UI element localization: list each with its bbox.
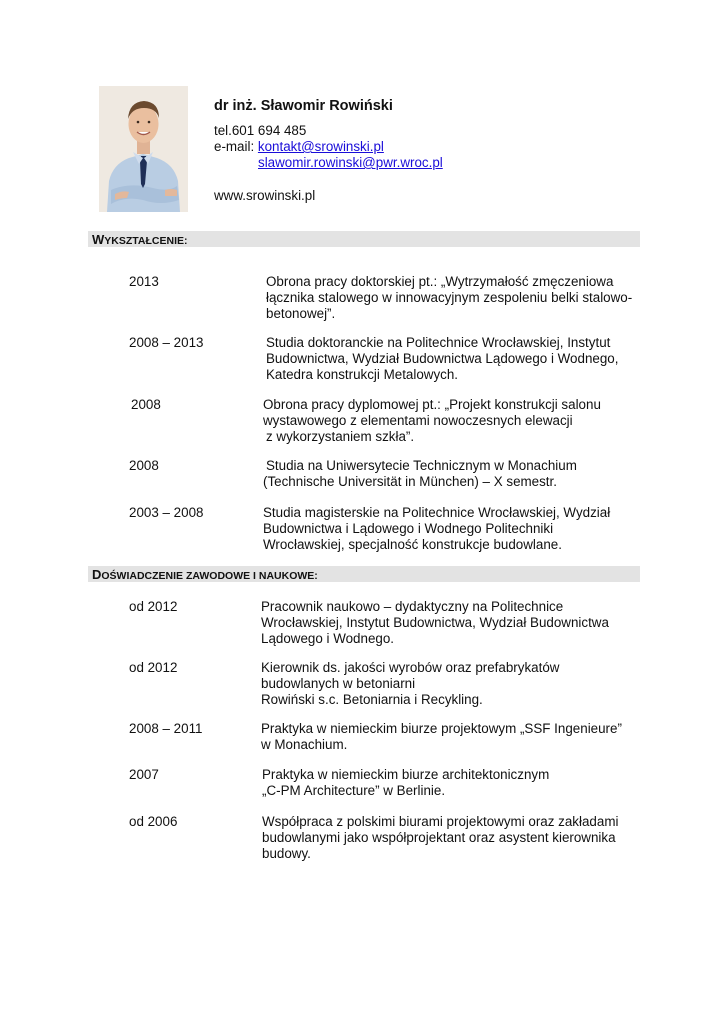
description-line: Lądowego i Wodnego.: [261, 631, 395, 646]
description-line: Budownictwa i Lądowego i Wodnego Politechniki: [263, 521, 554, 536]
experience-heading: [88, 566, 640, 582]
entry-date: od 2012: [129, 599, 178, 614]
entry-description: [263, 397, 653, 445]
entry-date: 2008: [129, 458, 159, 473]
education-heading: [88, 231, 640, 247]
contact-header: [214, 98, 443, 204]
description-line: Studia magisterskie na Politechnice Wrocławskiej, Wydział: [263, 505, 611, 520]
description-line: Pracownik naukowo – dydaktyczny na Politechnice: [261, 599, 564, 614]
description-line: Wrocławskiej, specjalność konstrukcje budowlane.: [263, 537, 562, 552]
description-line: budowlanymi jako współprojektant oraz asystent kierownika: [262, 830, 616, 845]
description-line: Praktyka w niemieckim biurze architektonicznym: [262, 767, 550, 782]
entry-date: 2007: [129, 767, 159, 782]
entry-description: [263, 505, 653, 553]
description-line: Kierownik ds. jakości wyrobów oraz prefabrykatów: [261, 660, 560, 675]
entry-description: [262, 814, 652, 862]
description-line: wystawowego z elementami nowoczesnych elewacji: [263, 413, 573, 428]
experience-heading-rest: OŚWIADCZENIE ZAWODOWE I NAUKOWE:: [101, 570, 318, 582]
entry-date: 2003 – 2008: [129, 505, 204, 520]
description-line: budowy.: [262, 846, 311, 861]
description-line: Współpraca z polskimi biurami projektowymi oraz zakładami: [262, 814, 619, 829]
email-row: [214, 139, 443, 155]
entry-date: 2008 – 2011: [129, 721, 203, 736]
description-line: budowlanych w betoniarni: [261, 676, 416, 691]
entry-description: [261, 599, 651, 647]
profile-photo: [99, 86, 188, 212]
description-line: (Technische Universität in München) – X semestr.: [263, 474, 557, 489]
education-heading-initial: W: [92, 232, 105, 247]
entry-description: [263, 458, 653, 490]
entry-description: [266, 335, 656, 383]
entry-description: [262, 767, 652, 799]
description-line: łącznika stalowego w innowacyjnym zespoleniu belki stalowo-: [266, 290, 633, 305]
entry-date: od 2006: [129, 814, 178, 829]
entry-date: od 2012: [129, 660, 178, 675]
description-line: betonowej”.: [266, 306, 336, 321]
email-primary-link[interactable]: kontakt@srowinski.pl: [257, 139, 384, 154]
description-line: Studia doktoranckie na Politechnice Wrocławskiej, Instytut: [266, 335, 611, 350]
description-line: Studia na Uniwersytecie Technicznym w Monachium: [266, 458, 577, 473]
description-line: w Monachium.: [261, 737, 348, 752]
entry-date: 2013: [129, 274, 159, 289]
email-secondary-row: [214, 155, 443, 171]
email-secondary-link[interactable]: slawomir.rowinski@pwr.wroc.pl: [258, 155, 443, 170]
description-line: Wrocławskiej, Instytut Budownictwa, Wydział Budownictwa: [261, 615, 609, 630]
description-line: Praktyka w niemieckim biurze projektowym „SSF Ingenieure”: [261, 721, 622, 736]
email-label: e-mail:: [214, 139, 258, 154]
education-heading-rest: YKSZTAŁCENIE:: [104, 235, 188, 247]
description-line: Obrona pracy dyplomowej pt.: „Projekt konstrukcji salonu: [263, 397, 601, 412]
entry-description: [261, 660, 651, 708]
description-line: „C-PM Architecture” w Berlinie.: [262, 783, 446, 798]
entry-description: [266, 274, 656, 322]
experience-heading-initial: D: [92, 567, 102, 582]
entry-date: 2008: [131, 397, 161, 412]
description-line: Katedra konstrukcji Metalowych.: [266, 367, 459, 382]
entry-description: [261, 721, 651, 753]
description-line: Obrona pracy doktorskiej pt.: „Wytrzymałość zmęczeniowa: [266, 274, 614, 289]
description-line: z wykorzystaniem szkła”.: [266, 429, 415, 444]
description-line: Budownictwa, Wydział Budownictwa Lądowego i Wodnego,: [266, 351, 619, 366]
description-line: Rowiński s.c. Betoniarnia i Recykling.: [261, 692, 483, 707]
website-text: www.srowinski.pl: [214, 188, 316, 203]
phone-number: tel.601 694 485: [214, 123, 307, 138]
person-name: dr inż. Sławomir Rowiński: [214, 98, 393, 114]
entry-date: 2008 – 2013: [129, 335, 204, 350]
